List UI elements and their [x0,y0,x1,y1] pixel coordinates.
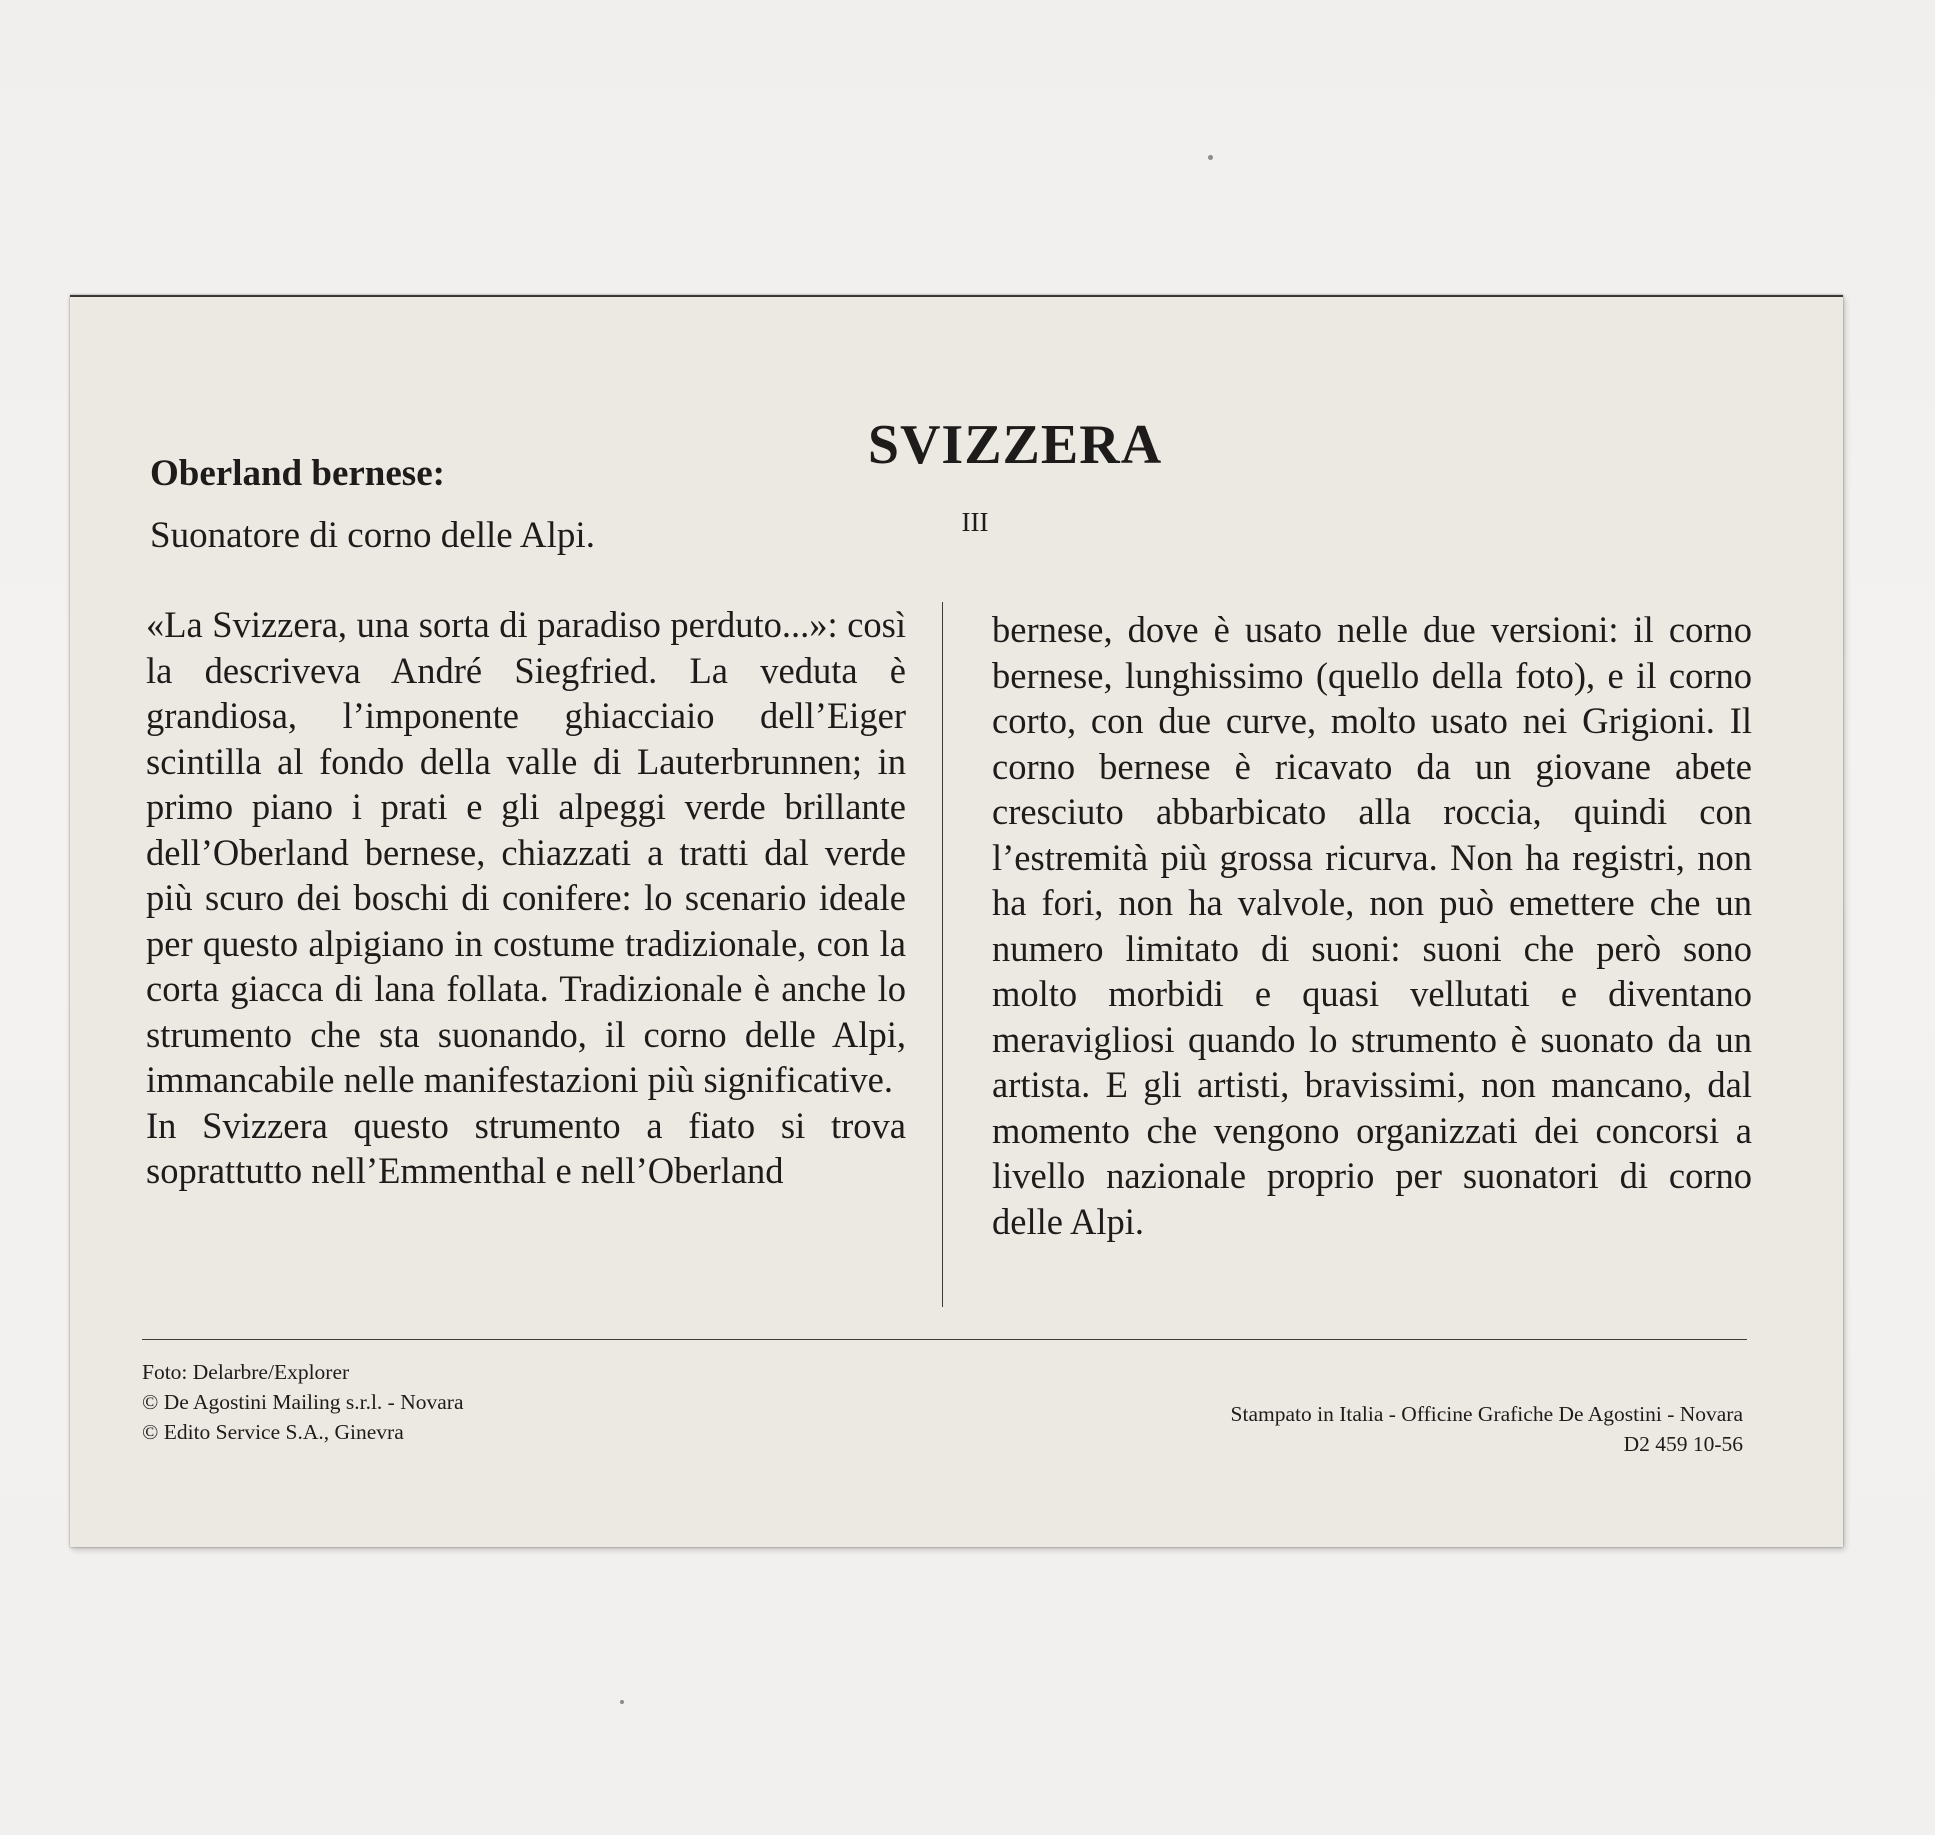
right-text-column [992,607,1752,1244]
left-paragraph-1: «La Svizzera, una sorta di paradiso perduto...»: così la descriveva André Siegfried. La veduta è grandiosa, l’imponente ghiacciaio dell’Eiger scintilla al fondo della valle di Lauterbrunnen; in primo piano i prati e gli alpeggi verde brillante dell’Oberland bernese, chiazzati a tratti dal verde più scuro dei boschi di conifere: lo scenario ideale per questo alpigiano in costume tradizionale, con la corta giacca di lana follata. Tradizionale è anche lo strumento che sta suonando, il corno delle Alpi, immancabile nelle manifestazioni più significative. [146,604,906,1100]
subject-caption: Suonatore di corno delle Alpi. [150,515,595,556]
card-title: SVIZZERA [867,414,1163,476]
printer-info [1231,1399,1743,1459]
column-divider [942,602,943,1307]
print-code: D2 459 10-56 [1623,1432,1743,1456]
dust-speck [1208,155,1213,160]
left-paragraph-2: In Svizzera questo strumento a fiato si trova soprattutto nell’Emmenthal e nell’Oberland [146,1104,906,1191]
photo-credits [142,1357,463,1447]
plate-number: III [961,507,989,537]
postcard-back [70,295,1843,1547]
dust-speck [620,1700,624,1704]
copyright-line-2: © Edito Service S.A., Ginevra [142,1420,404,1444]
footer-divider [142,1339,1747,1340]
photo-credit: Foto: Delarbre/Explorer [142,1360,350,1384]
subject-heading: Oberland bernese: [150,453,445,494]
printer-line: Stampato in Italia - Officine Grafiche De Agostini - Novara [1230,1402,1743,1426]
copyright-line-1: © De Agostini Mailing s.r.l. - Novara [142,1390,464,1414]
right-paragraph-1: bernese, dove è usato nelle due versioni: il corno bernese, lunghissimo (quello della foto), e il corno corto, con due curve, molto usato nei Grigioni. Il corno bernese è ricavato da un giovane abete cresciuto abbarbicato alla roccia, quindi con l’estremità più grossa ricurva. Non ha registri, non ha fori, non ha valvole, non può emettere che un numero limitato di suoni: suoni che però sono molto morbidi e quasi vellutati e diventano meravigliosi quando lo strumento è suonato da un artista. E gli artisti, bravissimi, non mancano, dal momento che vengono organizzati dei concorsi a livello nazionale proprio per suonatori di corno delle Alpi. [992,609,1752,1242]
left-text-column [146,602,906,1194]
